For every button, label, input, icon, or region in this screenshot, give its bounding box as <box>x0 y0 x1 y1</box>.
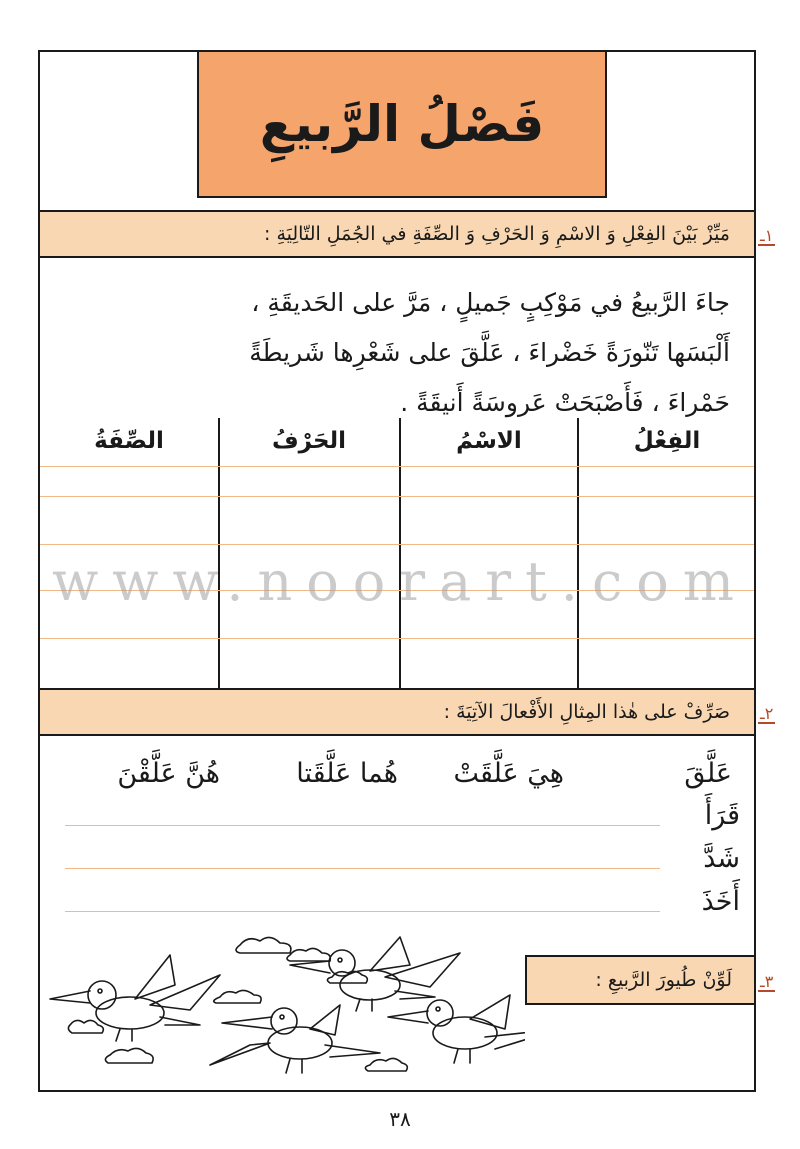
page-number: ٣٨ <box>389 1107 411 1131</box>
exercise1-band <box>40 210 754 258</box>
cloud-icon <box>214 990 261 1003</box>
verb-item: أَخَذَ <box>701 886 740 917</box>
exercise2-number: ٢ـ <box>760 704 774 723</box>
answer-line[interactable] <box>65 868 660 869</box>
example-they-plural: هُنَّ عَلَّقْنَ <box>117 758 220 789</box>
answer-line[interactable] <box>40 638 754 639</box>
header-verb: الفِعْلُ <box>633 428 701 454</box>
bird-icon <box>50 955 220 1041</box>
cloud-icon <box>365 1058 407 1071</box>
answer-line[interactable] <box>65 825 660 826</box>
header-adjective: الصِّفَةُ <box>94 428 164 454</box>
example-she: هِيَ عَلَّقَتْ <box>453 758 564 789</box>
exercise3-number: ٣ـ <box>760 972 774 991</box>
cloud-icon <box>287 948 330 961</box>
answer-line[interactable] <box>40 544 754 545</box>
header-particle: الحَرْفُ <box>271 428 347 454</box>
verb-item: قَرَأَ <box>704 800 740 831</box>
spring-birds-illustration[interactable] <box>40 925 525 1087</box>
bird-icon <box>388 995 525 1063</box>
exercise3-instruction: لَوِّنْ طُيورَ الرَّبيعِ : <box>595 969 732 991</box>
header-noun: الاسْمُ <box>456 428 522 454</box>
cloud-icon <box>68 1020 103 1033</box>
passage-line: حَمْراءَ ، فَأَصْبَحَتْ عَروسَةً أَنيقَةً . <box>400 388 730 417</box>
exercise3-box <box>525 955 754 1005</box>
page-title: فَصْلُ الرَّبيعِ <box>259 95 545 153</box>
passage-line: جاءَ الرَّبيعُ في مَوْكِبٍ جَميلٍ ، مَرَّ على الحَديقَةِ ، <box>251 288 730 317</box>
exercise2-band <box>40 688 754 736</box>
title-box <box>197 52 607 198</box>
watermark: www.noorart.com <box>52 550 748 613</box>
answer-line[interactable] <box>40 466 754 467</box>
exercise1-instruction: مَيِّزْ بَيْنَ الفِعْلِ وَ الاسْمِ وَ الحَرْفِ وَ الصِّفَةِ في الجُمَلِ التّالِيَةِ : <box>264 223 730 245</box>
bird-icon <box>210 1005 380 1073</box>
exercise2-instruction: صَرِّفْ على هٰذا المِثالِ الأَفْعالَ الآتِيَةَ : <box>443 701 730 723</box>
exercise1-number: ١ـ <box>760 226 774 245</box>
cloud-icon <box>105 1048 153 1063</box>
answer-line[interactable] <box>40 496 754 497</box>
verb-item: شَدَّ <box>703 843 740 874</box>
answer-line[interactable] <box>65 911 660 912</box>
example-verb: عَلَّقَ <box>684 758 732 789</box>
exercise1-passage <box>58 278 730 428</box>
example-they-dual: هُما عَلَّقَتا <box>296 758 398 789</box>
passage-line: أَلْبَسَها تَنّورَةً خَضْراءَ ، عَلَّقَ على شَعْرِها شَريطَةً <box>249 338 730 367</box>
cloud-icon <box>236 937 291 953</box>
